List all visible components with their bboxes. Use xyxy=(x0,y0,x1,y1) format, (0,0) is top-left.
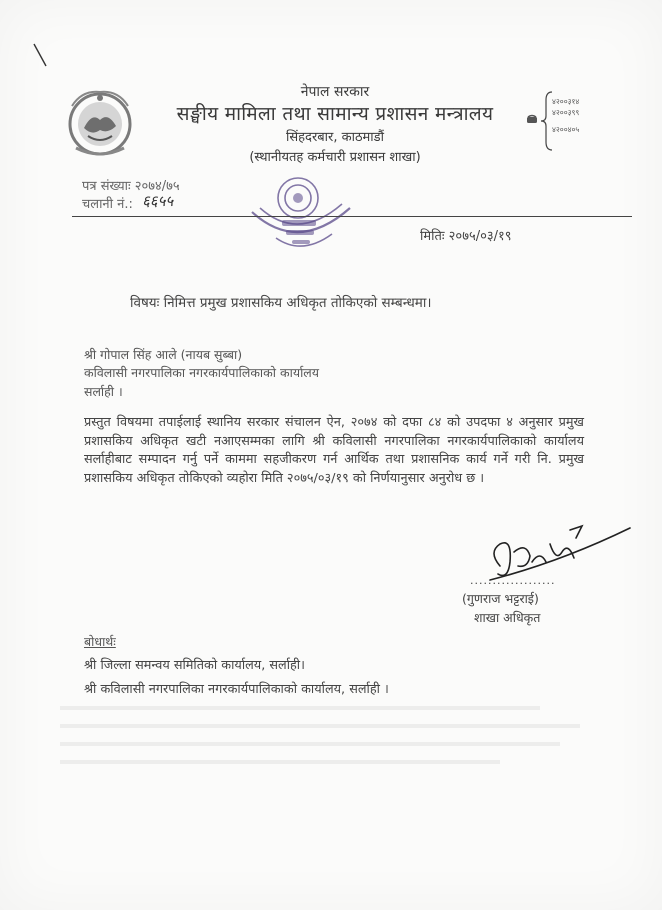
phone-number: ४२००३१४ xyxy=(552,97,580,106)
letterhead-government: नेपाल सरकार xyxy=(300,84,370,100)
pen-mark xyxy=(30,40,50,70)
letter-subject: विषयः निमित्त प्रमुख प्रशासकिय अधिकृत तोकिएको सम्बन्धमा। xyxy=(130,295,432,311)
header-divider xyxy=(72,216,632,217)
phone-number: ४२००३९९ xyxy=(552,108,580,117)
cc-item: श्री जिल्ला समन्वय समितिको कार्यालय, सर्लाही। xyxy=(84,658,305,673)
phone-number: ४२००४०५ xyxy=(552,125,580,134)
signatory-title: शाखा अधिकृत xyxy=(474,610,541,625)
addressee-office: कविलासी नगरपालिका नगरकार्यपालिकाको कार्यालय xyxy=(84,365,320,380)
dispatch-label: चलानी नं.: xyxy=(82,197,133,212)
letter-date: मितिः २०७५/०३/१९ xyxy=(420,229,512,244)
addressee-district: सर्लाही । xyxy=(84,384,123,399)
government-emblem-icon xyxy=(62,86,138,160)
signature-line: ................... xyxy=(470,574,556,587)
reverse-side-bleed xyxy=(60,700,620,860)
phone-icon xyxy=(526,114,538,124)
phone-numbers xyxy=(552,96,579,135)
letterhead-ministry: सङ्घीय मामिला तथा सामान्य प्रशासन मन्त्रालय xyxy=(176,103,494,125)
letter-body: प्रस्तुत विषयमा तपाईलाई स्थानिय सरकार संचालन ऐन, २०७४ को दफा ८४ को उपदफा ४ अनुसार प्रमुख प्रशासकिय अधिकृत खटी नआएसम्मका लागि श्री कविलासी नगरपालिका नगरकार्यपालिकाको कार्यालय सर्लाहीबाट सम्पादन गर्नु पर्ने काममा सहजीकरण गर्न आर्थिक तथा प्रशासनिक कार्य गर्ने गरी नि. प्रमुख प्रशासकिय अधिकृत तोकिएको व्यहोरा मिति २०७५/०३/१९ को निर्णयानुसार अनुरोध छ । xyxy=(84,415,585,486)
cc-item: श्री कविलासी नगरपालिका नगरकार्यपालिकाको कार्यालय, सर्लाही । xyxy=(84,682,389,697)
dispatch-number: ६६५५ xyxy=(142,192,174,210)
letter-number: पत्र संख्याः २०७४/७५ xyxy=(82,179,180,194)
addressee-name: श्री गोपाल सिंह आले (नायब सुब्बा) xyxy=(84,347,243,362)
letterhead-location: सिंहदरबार, काठमाडौं xyxy=(285,130,385,145)
signatory-name: (गुणराज भट्टराई) xyxy=(462,591,539,606)
cc-heading: बोधार्थः xyxy=(84,634,116,649)
letterhead-section: (स्थानीयतह कर्मचारी प्रशासन शाखा) xyxy=(249,150,421,165)
